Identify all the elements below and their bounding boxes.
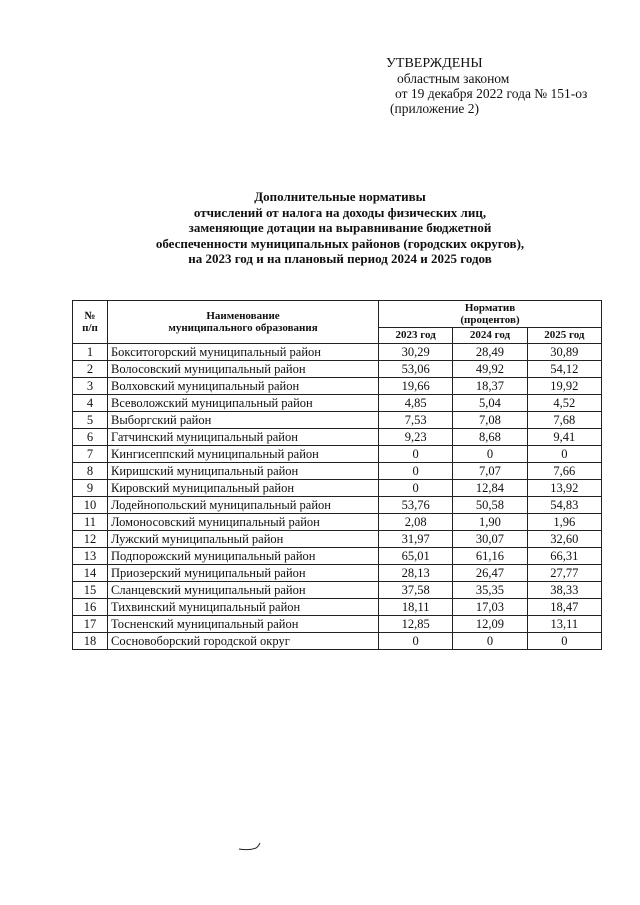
value-2023: 0 <box>379 480 453 497</box>
value-2025: 13,11 <box>527 616 601 633</box>
approval-heading: УТВЕРЖДЕНЫ <box>386 56 483 71</box>
value-2024: 5,04 <box>453 395 527 412</box>
value-2024: 12,09 <box>453 616 527 633</box>
row-number: 16 <box>73 599 108 616</box>
row-number: 4 <box>73 395 108 412</box>
value-2025: 1,96 <box>527 514 601 531</box>
table-row <box>73 497 602 514</box>
header-text: муниципального образования <box>168 322 318 334</box>
document-title <box>100 189 580 267</box>
row-number: 6 <box>73 429 108 446</box>
signature-mark <box>238 840 262 858</box>
value-2025: 13,92 <box>527 480 601 497</box>
value-2025: 38,33 <box>527 582 601 599</box>
normatives-table <box>72 300 602 650</box>
value-2025: 19,92 <box>527 378 601 395</box>
row-number: 15 <box>73 582 108 599</box>
value-2024: 35,35 <box>453 582 527 599</box>
value-2025: 66,31 <box>527 548 601 565</box>
table-row <box>73 565 602 582</box>
approval-line: от 19 декабря 2022 года № 151-оз <box>395 86 588 101</box>
value-2023: 9,23 <box>379 429 453 446</box>
value-2023: 65,01 <box>379 548 453 565</box>
column-header-normative <box>379 301 602 328</box>
row-number: 2 <box>73 361 108 378</box>
value-2023: 53,76 <box>379 497 453 514</box>
table-row <box>73 633 602 650</box>
municipality-name: Сосновоборский городской округ <box>108 633 379 650</box>
value-2024: 50,58 <box>453 497 527 514</box>
municipality-name: Гатчинский муниципальный район <box>108 429 379 446</box>
municipality-name: Бокситогорский муниципальный район <box>108 344 379 361</box>
table-row <box>73 395 602 412</box>
municipality-name: Лодейнопольский муниципальный район <box>108 497 379 514</box>
value-2025: 27,77 <box>527 565 601 582</box>
value-2023: 0 <box>379 463 453 480</box>
municipality-name: Тосненский муниципальный район <box>108 616 379 633</box>
table-row <box>73 412 602 429</box>
municipality-name: Волховский муниципальный район <box>108 378 379 395</box>
header-text: № <box>84 310 96 322</box>
header-text: Норматив <box>464 301 516 314</box>
table-row <box>73 378 602 395</box>
title-line: отчислений от налога на доходы физических лиц, <box>193 204 487 220</box>
value-2024: 26,47 <box>453 565 527 582</box>
value-2023: 53,06 <box>379 361 453 378</box>
table-row <box>73 548 602 565</box>
municipality-name: Тихвинский муниципальный район <box>108 599 379 616</box>
municipality-name: Сланцевский муниципальный район <box>108 582 379 599</box>
column-header-name <box>108 301 379 344</box>
value-2023: 19,66 <box>379 378 453 395</box>
table-row <box>73 582 602 599</box>
municipality-name: Выборгский район <box>108 412 379 429</box>
value-2023: 0 <box>379 633 453 650</box>
municipality-name: Лужский муниципальный район <box>108 531 379 548</box>
value-2023: 31,97 <box>379 531 453 548</box>
value-2025: 32,60 <box>527 531 601 548</box>
municipality-name: Кингисеппский муниципальный район <box>108 446 379 463</box>
value-2024: 0 <box>453 446 527 463</box>
table-row <box>73 361 602 378</box>
row-number: 5 <box>73 412 108 429</box>
municipality-name: Волосовский муниципальный район <box>108 361 379 378</box>
value-2023: 30,29 <box>379 344 453 361</box>
municipality-name: Подпорожский муниципальный район <box>108 548 379 565</box>
table-row <box>73 531 602 548</box>
value-2024: 18,37 <box>453 378 527 395</box>
value-2025: 7,66 <box>527 463 601 480</box>
approval-stamp <box>386 56 587 116</box>
value-2023: 0 <box>379 446 453 463</box>
value-2024: 49,92 <box>453 361 527 378</box>
municipality-name: Приозерский муниципальный район <box>108 565 379 582</box>
table-row <box>73 463 602 480</box>
municipality-name: Всеволожский муниципальный район <box>108 395 379 412</box>
value-2023: 37,58 <box>379 582 453 599</box>
header-text: (процентов) <box>460 313 520 326</box>
row-number: 14 <box>73 565 108 582</box>
table-row <box>73 599 602 616</box>
header-text: п/п <box>82 322 98 334</box>
value-2025: 0 <box>527 446 601 463</box>
table-row <box>73 446 602 463</box>
row-number: 11 <box>73 514 108 531</box>
value-2024: 17,03 <box>453 599 527 616</box>
row-number: 13 <box>73 548 108 565</box>
municipality-name: Ломоносовский муниципальный район <box>108 514 379 531</box>
value-2024: 12,84 <box>453 480 527 497</box>
value-2023: 28,13 <box>379 565 453 582</box>
value-2024: 7,07 <box>453 463 527 480</box>
value-2025: 54,83 <box>527 497 601 514</box>
value-2024: 30,07 <box>453 531 527 548</box>
column-header-year: 2025 год <box>527 327 601 343</box>
approval-line: (приложение 2) <box>390 101 480 116</box>
value-2025: 4,52 <box>527 395 601 412</box>
row-number: 1 <box>73 344 108 361</box>
row-number: 12 <box>73 531 108 548</box>
value-2024: 28,49 <box>453 344 527 361</box>
municipality-name: Киришский муниципальный район <box>108 463 379 480</box>
title-line: на 2023 год и на плановый период 2024 и 2025 годов <box>188 251 492 266</box>
value-2025: 9,41 <box>527 429 601 446</box>
value-2025: 54,12 <box>527 361 601 378</box>
column-header-number <box>73 301 108 344</box>
row-number: 3 <box>73 378 108 395</box>
value-2025: 30,89 <box>527 344 601 361</box>
header-text: Наименование <box>206 310 280 322</box>
row-number: 7 <box>73 446 108 463</box>
value-2023: 2,08 <box>379 514 453 531</box>
row-number: 8 <box>73 463 108 480</box>
value-2024: 61,16 <box>453 548 527 565</box>
row-number: 10 <box>73 497 108 514</box>
value-2024: 8,68 <box>453 429 527 446</box>
title-line: обеспеченности муниципальных районов (городских округов), <box>155 235 525 251</box>
value-2024: 0 <box>453 633 527 650</box>
value-2024: 7,08 <box>453 412 527 429</box>
table-row <box>73 616 602 633</box>
title-line: Дополнительные нормативы <box>254 189 426 204</box>
column-header-year: 2023 год <box>379 327 453 343</box>
value-2023: 4,85 <box>379 395 453 412</box>
row-number: 17 <box>73 616 108 633</box>
value-2024: 1,90 <box>453 514 527 531</box>
value-2023: 7,53 <box>379 412 453 429</box>
value-2023: 18,11 <box>379 599 453 616</box>
column-header-year: 2024 год <box>453 327 527 343</box>
table-row <box>73 480 602 497</box>
value-2025: 7,68 <box>527 412 601 429</box>
row-number: 18 <box>73 633 108 650</box>
value-2025: 18,47 <box>527 599 601 616</box>
signature-icon <box>238 841 262 853</box>
table-row <box>73 514 602 531</box>
row-number: 9 <box>73 480 108 497</box>
municipality-name: Кировский муниципальный район <box>108 480 379 497</box>
value-2023: 12,85 <box>379 616 453 633</box>
title-line: заменяющие дотации на выравнивание бюджетной <box>188 220 492 235</box>
value-2025: 0 <box>527 633 601 650</box>
approval-line: областным законом <box>397 71 510 86</box>
table-row <box>73 344 602 361</box>
table-row <box>73 429 602 446</box>
